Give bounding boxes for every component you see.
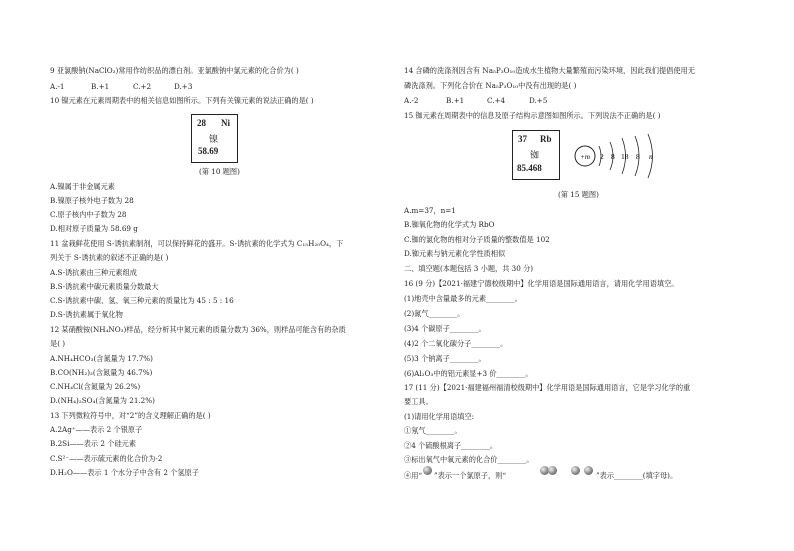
chlorine-atom-icon: [423, 466, 432, 475]
chlorine-atom-icon-3: [571, 466, 580, 475]
q9-stem: 9 亚氯酸钠(NaClO₂)常用作纺织品的漂白剂。亚氯酸钠中氯元素的化合价为( ): [50, 66, 299, 75]
q17-item-4-suffix: ”表示________(填字母)。: [596, 471, 678, 480]
q17-item-4-middle: ”表示一个氯原子，则“: [434, 471, 507, 480]
q14-stem-2: 磷洗涤剂。下列化合价在 Na₅P₃O₁₀中没有出现的是( ): [404, 81, 577, 90]
q13-option-c: C.S²⁻——表示硫元素的化合价为-2: [50, 454, 163, 463]
q12-option-d: D.(NH₄)₂SO₄(含氮量为 21.2%): [50, 396, 155, 405]
shell-electrons-4: 8: [636, 152, 640, 161]
q14-stem-1: 14 含磷的洗涤剂因含有 Na₅P₃O₁₀造成水生植物大量繁殖而污染环境，因此我们提倡使用无: [404, 66, 695, 75]
q11-option-c: C.S-诱抗素中碳、氢、氧三种元素的质量比为 45 : 5 : 16: [50, 296, 234, 305]
q9-option-d: D.+3: [174, 82, 193, 91]
q10-option-d: D.相对原子质量为 58.69 g: [50, 224, 138, 233]
shell-electrons-5: n: [649, 152, 653, 161]
q9-option-a: A.-1: [50, 82, 65, 91]
q10-stem: 10 镍元素在元素周期表中的相关信息如图所示。下列有关镍元素的说法正确的是( ): [50, 96, 314, 105]
q9-option-b: B.+1: [91, 82, 110, 91]
q15-option-d: D.铷元素与钠元素化学性质相似: [404, 249, 506, 258]
q11-option-a: A.S-诱抗素由三种元素组成: [50, 268, 137, 277]
q14-option-a: A.-2: [404, 96, 419, 105]
chlorine-atom-icon-4: [584, 466, 593, 475]
q10-option-b: B.镍原子核外电子数为 28: [50, 196, 134, 205]
q17-stem-2: 要工具。: [404, 397, 433, 406]
q11-stem-2: 列关于 S-诱抗素的叙述不正确的是( ): [50, 253, 169, 262]
q14-option-d: D.+5: [529, 96, 548, 105]
q15-option-b: B.铷氧化物的化学式为 RbO: [404, 220, 495, 229]
nickel-symbol: Ni: [221, 118, 230, 128]
q13-option-d: D.H₂O——表示 1 个水分子中含有 2 个氢原子: [50, 468, 199, 477]
q11-option-b: B.S-诱抗素中碳元素质量分数最大: [50, 282, 159, 291]
q10-option-a: A.镍属于非金属元素: [50, 182, 115, 191]
q16-stem: 16 (9 分)【2021·福建宁德校级期中】化学用语是国际通用语言，请用化学用语填空。: [404, 279, 679, 288]
q12-option-a: A.NH₄HCO₃(含氮量为 17.7%): [50, 354, 153, 363]
nickel-element-card: [191, 114, 238, 163]
shell-electrons-2: 8: [611, 152, 615, 161]
rubidium-mass: 85.468: [517, 163, 542, 173]
q16-item-4: (4)2 个二氧化碳分子________。: [404, 339, 508, 348]
rubidium-symbol: Rb: [540, 134, 552, 144]
q17-item-3: ③标出氧气中氧元素的化合价________。: [404, 455, 534, 464]
q12-option-b: B.CO(NH₂)₂(含氮量为 46.7%): [50, 368, 153, 377]
q13-stem: 13 下列微粒符号中，对“2”的含义理解正确的是( ): [50, 411, 211, 420]
q15-option-c: C.铷的氯化物的相对分子质量的整数值是 102: [404, 235, 550, 244]
q16-item-6: (6)Al₂O₃中的铝元素显+3 价________。: [404, 369, 533, 378]
rubidium-name: 铷: [530, 150, 540, 160]
q14-option-b: B.+1: [446, 96, 465, 105]
q12-stem-1: 12 某硝酸铵(NH₄NO₃)样品，经分析其中氮元素的质量分数为 36%，则样品可能含有的杂质: [50, 325, 346, 334]
q17-item-1: ①氖气________。: [404, 426, 462, 435]
q16-item-3: (3)4 个碳原子________。: [404, 324, 486, 333]
q17-item-4-prefix: ④用“: [404, 471, 423, 480]
q16-item-1: (1)地壳中含量最多的元素________。: [404, 294, 522, 303]
shell-electrons-1: 2: [600, 152, 604, 161]
nickel-atomic-number: 28: [197, 118, 206, 128]
q16-item-5: (5)3 个钠离子________。: [404, 354, 486, 363]
q9-option-c: C.+2: [133, 82, 152, 91]
nickel-mass: 58.69: [198, 146, 219, 156]
q15-option-a: A.m=37，n=1: [404, 206, 456, 215]
q14-option-c: C.+4: [487, 96, 506, 105]
q10-option-c: C.原子核内中子数为 28: [50, 210, 127, 219]
q12-option-c: C.NH₄Cl(含氮量为 26.2%): [50, 382, 141, 391]
q17-item-2: ②4 个硫酸根离子________。: [404, 441, 498, 450]
section-2-heading: 二、填空题(本题包括 3 小题，共 30 分): [404, 264, 534, 273]
rubidium-element-card: [512, 130, 560, 180]
q13-option-a: A.2Ag⁺——表示 2 个银原子: [50, 425, 143, 434]
q11-option-d: D.S-诱抗素属于氧化物: [50, 310, 123, 319]
q13-option-b: B.2Si——表示 2 个硅元素: [50, 439, 137, 448]
q17-sub-heading: (1)请用化学用语填空:: [404, 412, 475, 421]
chlorine-atom-icon-2: [548, 466, 557, 475]
rubidium-atomic-number: 37: [518, 134, 527, 144]
q15-stem: 15 铷元素在周期表中的信息及原子结构示意图如图所示。下列说法不正确的是( ): [404, 111, 661, 120]
rubidium-atom-structure-diagram: [570, 130, 670, 182]
q17-stem-1: 17 (11 分)【2021·福建福州福清校级期中】化学用语是国际通用语言，它是学习化学的重: [404, 383, 691, 392]
q10-caption: (第 10 题图): [199, 167, 240, 176]
nucleus-charge: +m: [580, 153, 590, 161]
q15-caption: (第 15 题图): [558, 190, 599, 199]
nickel-name: 镍: [209, 134, 219, 144]
q12-stem-2: 是( ): [50, 339, 66, 348]
q11-stem-1: 11 盆栽鲜花使用 S-诱抗素制剂，可以保持鲜花的盛开。S-诱抗素的化学式为 C₁₅H₂₀O₄，下: [50, 239, 344, 248]
shell-electrons-3: 18: [621, 152, 629, 161]
q16-item-2: (2)氮气________。: [404, 309, 465, 318]
